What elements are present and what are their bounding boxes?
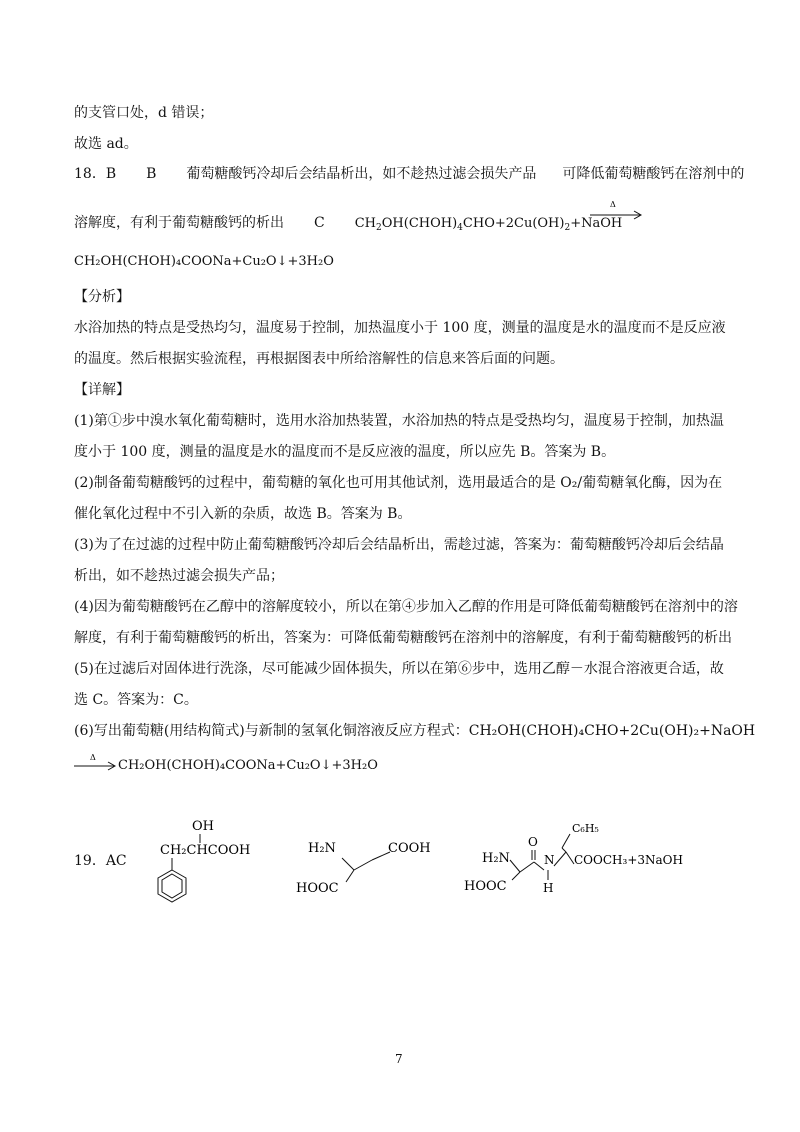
detail-heading: 【详解】 — [74, 382, 130, 398]
phenyl-label: C₆H₅ — [572, 822, 599, 835]
amine-label: H₂N — [308, 841, 336, 856]
paragraph-line: (4)因为葡萄糖酸钙在乙醇中的溶解度较小，所以在第④步加入乙醇的作用是可降低葡萄糖酸钙在溶剂中的溶 — [74, 599, 738, 615]
paragraph-line: 度小于 100 度，测量的温度是水的温度而不是反应液的温度，所以应先 B。答案为 B。 — [74, 444, 616, 460]
structure-1 — [140, 818, 280, 908]
answer-1: 18．B — [74, 166, 117, 182]
delta-symbol: Δ — [610, 200, 616, 209]
question-19-answer: 19．AC — [74, 853, 127, 869]
hydrogen-label: H — [543, 881, 554, 895]
paragraph-line: (6)写出葡萄糖(用结构简式)与新制的氢氧化铜溶液反应方程式：CH₂OH(CHOH)₄CHO+2Cu(OH)₂+NaOH — [74, 723, 756, 739]
ester-label: COOCH₃+3NaOH — [574, 853, 683, 867]
structure-3 — [462, 820, 712, 904]
equation-right: CH₂OH(CHOH)₄COONa+Cu₂O↓+3H₂O — [118, 758, 378, 773]
equation-left: $CH_2OH(CHOH)_4CHO+2Cu(OH)_2+NaOH$ — [354, 216, 623, 233]
carboxyl-label: HOOC — [296, 881, 339, 896]
equation-right: CH₂OH(CHOH)₄COONa+Cu₂O↓+3H₂O — [74, 254, 334, 269]
carboxyl-label: COOH — [388, 841, 431, 856]
page-number: 7 — [395, 1052, 403, 1066]
paragraph-line: 的温度。然后根据实验流程，再根据图表中所给溶解性的信息来答后面的问题。 — [74, 351, 564, 367]
carboxyl-label: HOOC — [464, 879, 507, 894]
paragraph-line: 水浴加热的特点是受热均匀，温度易于控制，加热温度小于 100 度，测量的温度是水的温度而不是反应液 — [74, 320, 726, 336]
question-18-line2 — [74, 212, 622, 233]
text-line: 故选 ad。 — [74, 136, 138, 152]
paragraph-line: (1)第①步中溴水氧化葡萄糖时，选用水浴加热装置，水浴加热的特点是受热均匀，温度易于控制，加热温 — [74, 413, 724, 429]
analysis-heading: 【分析】 — [74, 289, 130, 305]
paragraph-line: 选 C。答案为：C。 — [74, 692, 198, 708]
amine-label: H₂N — [482, 851, 510, 866]
reaction-arrow — [72, 752, 118, 776]
text-line: 的支管口处，d 错误； — [74, 105, 214, 121]
paragraph-line: 催化氧化过程中不引入新的杂质，故选 B。答案为 B。 — [74, 506, 412, 522]
question-18-answers — [74, 163, 744, 183]
answer-3: 葡萄糖酸钙冷却后会结晶析出，如不趁热过滤会损失产品 — [186, 166, 537, 182]
answer-2: B — [146, 166, 157, 182]
paragraph-line: (2)制备葡萄糖酸钙的过程中，葡萄糖的氧化也可用其他试剂，选用最适合的是 O₂/葡萄糖氧化酶，因为在 — [74, 475, 723, 491]
paragraph-line: (5)在过滤后对固体进行洗涤，尽可能减少固体损失，所以在第⑥步中，选用乙醇－水混合溶液更合适，故 — [74, 661, 724, 677]
answer-4-cont: 溶解度，有利于葡萄糖酸钙的析出 — [74, 215, 284, 231]
nitrogen-label: N — [544, 853, 555, 867]
answer-4: 可降低葡萄糖酸钙在溶剂中的 — [562, 166, 745, 182]
delta-symbol: Δ — [90, 753, 96, 762]
hydroxyl-label: OH — [192, 819, 214, 834]
answer-5: C — [314, 215, 325, 231]
oxygen-label: O — [528, 835, 538, 849]
paragraph-line: 析出，如不趁热过滤会损失产品； — [74, 568, 284, 584]
chain-label: CH₂CHCOOH — [160, 843, 251, 858]
reaction-arrow — [588, 199, 644, 223]
structure-2 — [296, 834, 446, 898]
paragraph-line: 解度，有利于葡萄糖酸钙的析出，答案为：可降低葡萄糖酸钙在溶剂中的溶解度，有利于葡萄糖酸钙的析出 — [74, 630, 732, 646]
paragraph-line: (3)为了在过滤的过程中防止葡萄糖酸钙冷却后会结晶析出，需趁过滤，答案为：葡萄糖酸钙冷却后会结晶 — [74, 537, 724, 553]
